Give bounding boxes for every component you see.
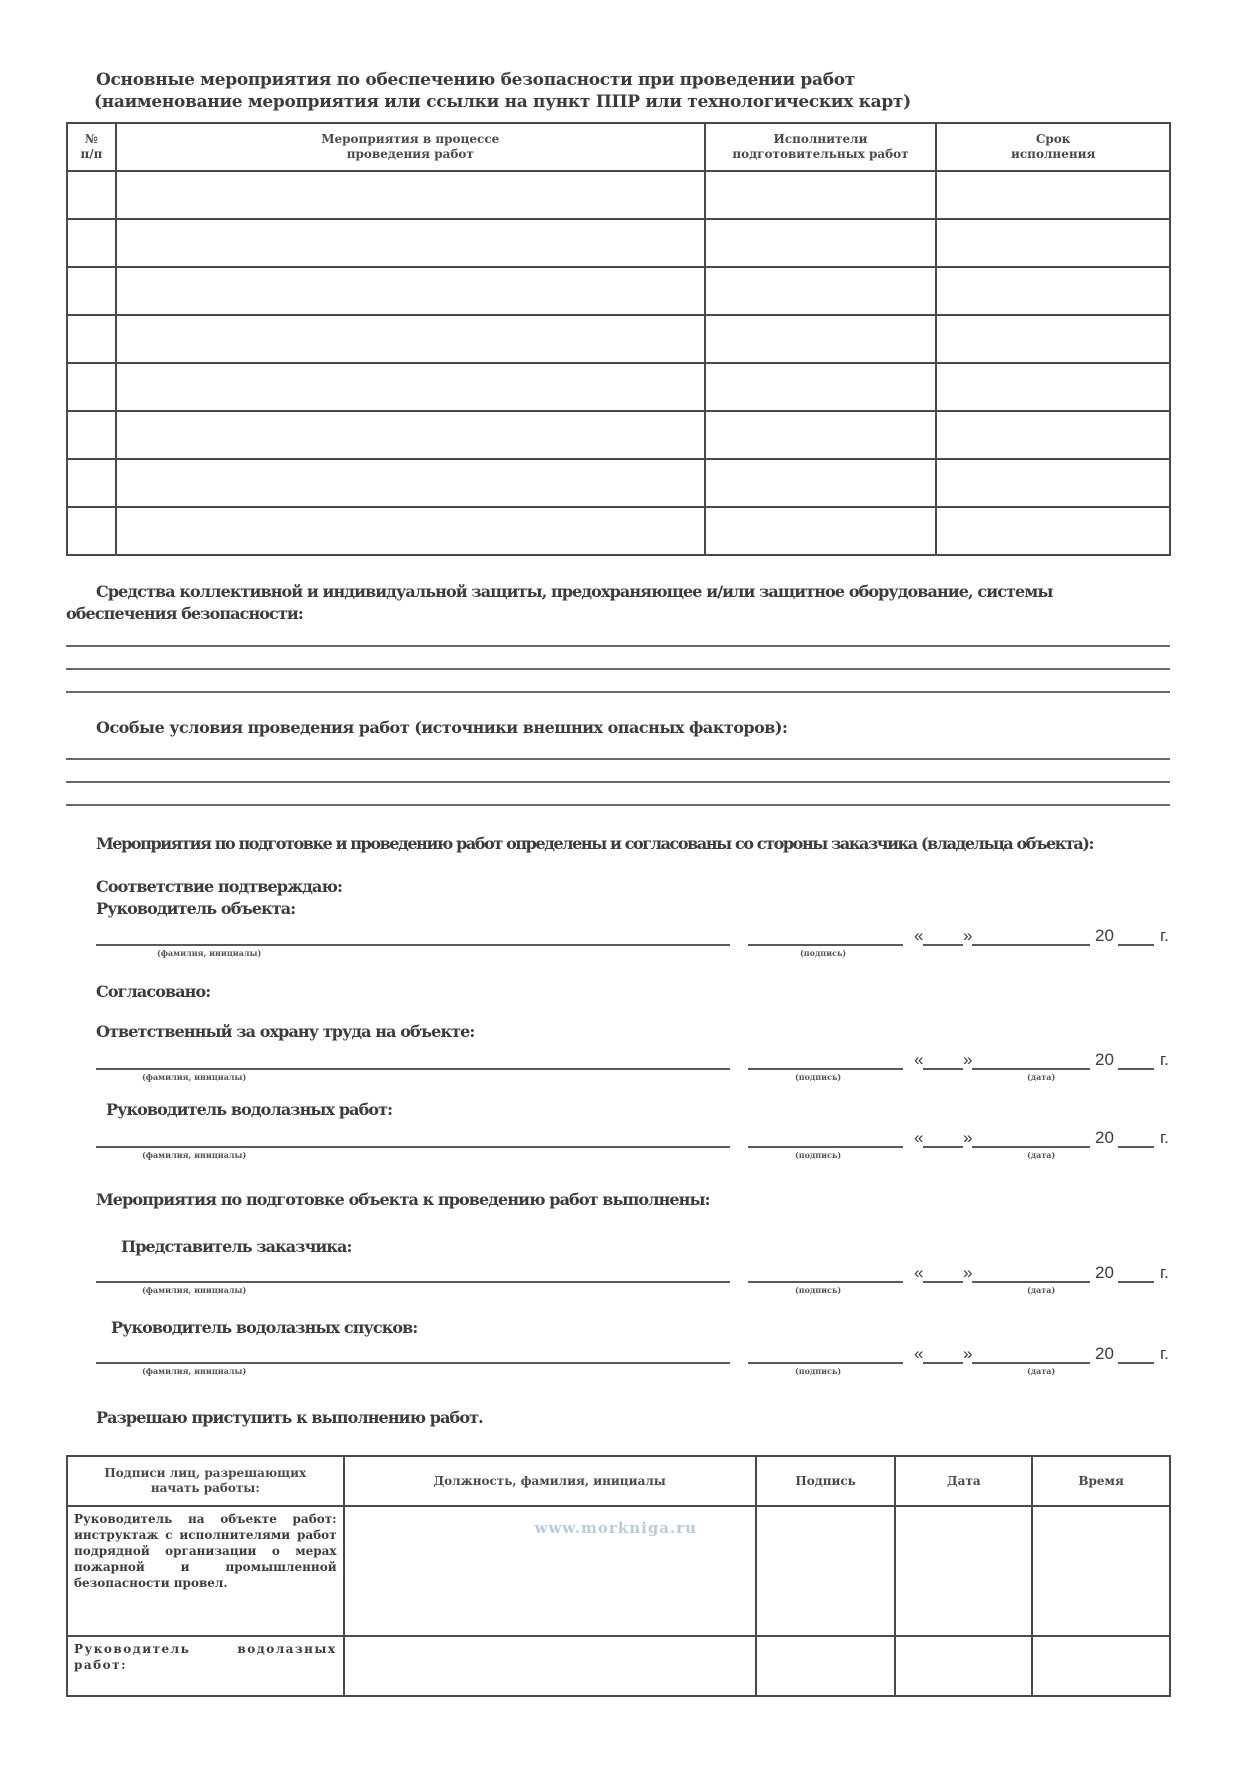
year-prefix: 20	[1095, 1050, 1114, 1069]
cell-measure[interactable]	[116, 171, 705, 219]
date-open-quote: «	[914, 1263, 924, 1282]
table-row	[67, 171, 1170, 219]
cell-deadline[interactable]	[936, 267, 1170, 315]
cell-number[interactable]	[67, 315, 116, 363]
cell-deadline[interactable]	[936, 411, 1170, 459]
cell-deadline[interactable]	[936, 459, 1170, 507]
table-row	[67, 411, 1170, 459]
cell-measure[interactable]	[116, 219, 705, 267]
cell-performer[interactable]	[705, 219, 937, 267]
signature-field[interactable]	[748, 1281, 903, 1283]
col-header-signers: Подписи лиц, разрешающих начать работы:	[67, 1456, 344, 1506]
special-conditions-line-1[interactable]	[66, 758, 1170, 760]
table-row	[67, 1506, 1170, 1636]
date-caption: (дата)	[1027, 1366, 1056, 1376]
cell-measure[interactable]	[116, 363, 705, 411]
cell-performer[interactable]	[705, 267, 937, 315]
signature-caption: (подпись)	[795, 1072, 842, 1082]
name-caption: (фамилия, инициалы)	[142, 1366, 247, 1376]
date-close-quote: »	[963, 1050, 973, 1069]
completed-label: Мероприятия по подготовке объекта к проведению работ выполнены:	[96, 1190, 710, 1209]
agreed-label: Согласовано:	[96, 982, 211, 1001]
signer-role-safety-officer: Ответственный за охрану труда на объекте:	[96, 1022, 475, 1041]
year-suffix: г.	[1160, 1128, 1169, 1147]
year-prefix: 20	[1095, 1263, 1114, 1282]
date-open-quote: «	[914, 1128, 924, 1147]
cell-number[interactable]	[67, 267, 116, 315]
protection-line-2[interactable]	[66, 668, 1170, 670]
name-field[interactable]	[96, 1281, 730, 1283]
table-row	[67, 1636, 1170, 1696]
special-conditions-line-3[interactable]	[66, 804, 1170, 806]
day-field[interactable]	[923, 1146, 963, 1148]
protection-label-cont: обеспечения безопасности:	[66, 604, 303, 623]
table-header-row	[67, 123, 1170, 171]
date-close-quote: »	[963, 926, 973, 945]
name-caption: (фамилия, инициалы)	[157, 948, 262, 958]
cell-measure[interactable]	[116, 459, 705, 507]
signature-field[interactable]	[748, 944, 903, 946]
day-field[interactable]	[923, 1068, 963, 1070]
signature-caption: (подпись)	[795, 1150, 842, 1160]
table-header-row	[67, 1456, 1170, 1506]
cell-measure[interactable]	[116, 267, 705, 315]
name-field[interactable]	[96, 944, 730, 946]
signer-role-diving-works-head: Руководитель водолазных работ:	[106, 1100, 393, 1119]
cell-measure[interactable]	[116, 315, 705, 363]
date-close-quote: »	[963, 1344, 973, 1363]
year-field[interactable]	[1118, 1068, 1154, 1070]
cell-measure[interactable]	[116, 411, 705, 459]
signer-role-object-head: Руководитель объекта:	[96, 899, 296, 918]
cell-number[interactable]	[67, 459, 116, 507]
date-open-quote: «	[914, 1050, 924, 1069]
cell-performer[interactable]	[705, 363, 937, 411]
cell-measure[interactable]	[116, 507, 705, 555]
date-close-quote: »	[963, 1128, 973, 1147]
cell-performer[interactable]	[705, 459, 937, 507]
date-cell[interactable]	[895, 1636, 1032, 1696]
signer-role-diving-descents-head: Руководитель водолазных спусков:	[111, 1318, 418, 1337]
cell-number[interactable]	[67, 171, 116, 219]
month-field[interactable]	[972, 1068, 1090, 1070]
signature-field[interactable]	[748, 1068, 903, 1070]
table-row	[67, 267, 1170, 315]
protection-line-3[interactable]	[66, 691, 1170, 693]
date-close-quote: »	[963, 1263, 973, 1282]
year-field[interactable]	[1118, 944, 1154, 946]
year-field[interactable]	[1118, 1146, 1154, 1148]
signature-caption: (подпись)	[795, 1366, 842, 1376]
day-field[interactable]	[923, 1281, 963, 1283]
watermark: www.morkniga.ru	[534, 1519, 698, 1537]
cell-number[interactable]	[67, 507, 116, 555]
cell-deadline[interactable]	[936, 363, 1170, 411]
cell-deadline[interactable]	[936, 507, 1170, 555]
date-cell[interactable]	[895, 1506, 1032, 1636]
signature-caption: (подпись)	[800, 948, 847, 958]
cell-performer[interactable]	[705, 507, 937, 555]
year-prefix: 20	[1095, 1128, 1114, 1147]
table-row	[67, 315, 1170, 363]
cell-deadline[interactable]	[936, 171, 1170, 219]
date-caption: (дата)	[1027, 1285, 1056, 1295]
table-row	[67, 507, 1170, 555]
month-field[interactable]	[972, 1146, 1090, 1148]
name-field[interactable]	[96, 1068, 730, 1070]
year-suffix: г.	[1160, 1050, 1169, 1069]
col-header-number: № п/п	[67, 123, 116, 171]
table-row	[67, 219, 1170, 267]
date-open-quote: «	[914, 1344, 924, 1363]
position-cell[interactable]	[344, 1636, 756, 1696]
name-caption: (фамилия, инициалы)	[142, 1072, 247, 1082]
month-field[interactable]	[972, 944, 1090, 946]
date-open-quote: «	[914, 926, 924, 945]
table-row	[67, 363, 1170, 411]
signature-cell[interactable]	[756, 1506, 896, 1636]
signature-cell[interactable]	[756, 1636, 896, 1696]
col-header-signature: Подпись	[756, 1456, 896, 1506]
position-cell[interactable]	[344, 1506, 756, 1636]
year-prefix: 20	[1095, 926, 1114, 945]
col-header-deadline: Срок исполнения	[936, 123, 1170, 171]
table-row	[67, 459, 1170, 507]
day-field[interactable]	[923, 944, 963, 946]
time-cell[interactable]	[1032, 1636, 1170, 1696]
time-cell[interactable]	[1032, 1506, 1170, 1636]
year-field[interactable]	[1118, 1281, 1154, 1283]
cell-deadline[interactable]	[936, 315, 1170, 363]
year-field[interactable]	[1118, 1362, 1154, 1364]
special-conditions-line-2[interactable]	[66, 781, 1170, 783]
cell-number[interactable]	[67, 363, 116, 411]
protection-line-1[interactable]	[66, 645, 1170, 647]
year-suffix: г.	[1160, 926, 1169, 945]
row-label-cell: Руководитель на объекте работ: инструктаж с исполнителями работ подрядной организации о мерах пожарной и промышленной безопасности провел.	[67, 1506, 344, 1636]
month-field[interactable]	[972, 1281, 1090, 1283]
year-suffix: г.	[1160, 1263, 1169, 1282]
special-conditions-label: Особые условия проведения работ (источники внешних опасных факторов):	[96, 718, 788, 737]
col-header-position: Должность, фамилия, инициалы	[344, 1456, 756, 1506]
signature-field[interactable]	[748, 1362, 903, 1364]
cell-deadline[interactable]	[936, 219, 1170, 267]
date-caption: (дата)	[1027, 1150, 1056, 1160]
day-field[interactable]	[923, 1362, 963, 1364]
confirm-label: Соответствие подтверждаю:	[96, 877, 343, 896]
signature-field[interactable]	[748, 1146, 903, 1148]
signer-role-customer-rep: Представитель заказчика:	[121, 1237, 352, 1256]
name-caption: (фамилия, инициалы)	[142, 1285, 247, 1295]
name-field[interactable]	[96, 1362, 730, 1364]
cell-performer[interactable]	[705, 315, 937, 363]
col-header-time: Время	[1032, 1456, 1170, 1506]
safety-measures-table	[66, 122, 1171, 556]
section-heading: Основные мероприятия по обеспечению безопасности при проведении работ	[96, 70, 856, 90]
col-header-performers: Исполнители подготовительных работ	[705, 123, 937, 171]
name-caption: (фамилия, инициалы)	[142, 1150, 247, 1160]
permit-label: Разрешаю приступить к выполнению работ.	[96, 1408, 483, 1427]
permit-table	[66, 1455, 1171, 1697]
date-caption: (дата)	[1027, 1072, 1056, 1082]
cell-number[interactable]	[67, 219, 116, 267]
year-prefix: 20	[1095, 1344, 1114, 1363]
year-suffix: г.	[1160, 1344, 1169, 1363]
agreement-intro: Мероприятия по подготовке и проведению работ определены и согласованы со стороны заказчика (владельца объекта):	[96, 834, 1094, 853]
col-header-measures: Мероприятия в процессе проведения работ	[116, 123, 705, 171]
month-field[interactable]	[972, 1362, 1090, 1364]
protection-label: Средства коллективной и индивидуальной защиты, предохраняющее и/или защитное оборудование, системы	[96, 582, 1053, 601]
name-field[interactable]	[96, 1146, 730, 1148]
row-label-cell: Руководитель водолазных работ:	[67, 1636, 344, 1696]
cell-number[interactable]	[67, 411, 116, 459]
section-subheading: (наименование мероприятия или ссылки на пункт ППР или технологических карт)	[94, 92, 911, 112]
signature-caption: (подпись)	[795, 1285, 842, 1295]
col-header-date: Дата	[895, 1456, 1032, 1506]
cell-performer[interactable]	[705, 411, 937, 459]
cell-performer[interactable]	[705, 171, 937, 219]
